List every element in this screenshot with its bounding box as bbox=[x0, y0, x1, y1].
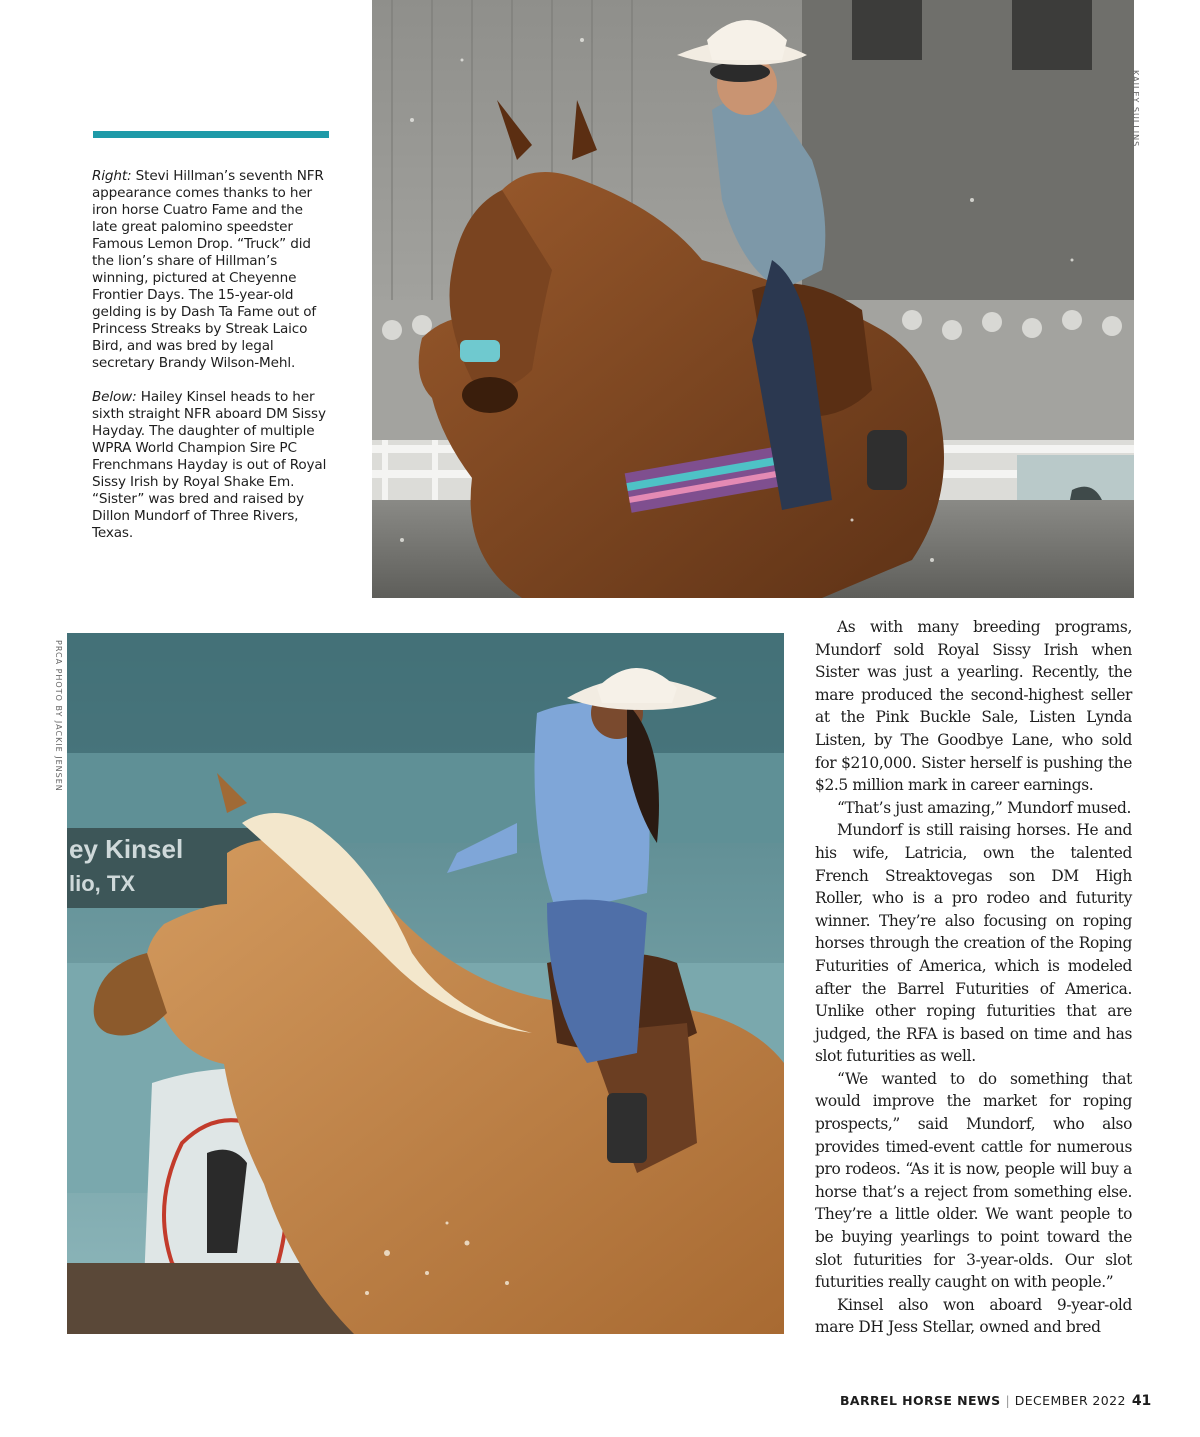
photo-top-illustration bbox=[372, 0, 1134, 598]
caption-below-label: Below: bbox=[92, 389, 137, 405]
caption-right-text: Stevi Hillman’s seventh NFR appearance comes thanks to her iron horse Cuatro Fame and the late great palomino speedster Famous Lemon Drop. “Truck” did the lion’s share of Hillman’s winning, pictured at Cheyenne Frontier Days. The 15-year-old gelding is by Dash Ta Fame out of Princess Streaks by Streak Laico Bird, and was bred by legal secretary Brandy Wilson-Mehl. bbox=[92, 168, 324, 371]
caption-below-text: Hailey Kinsel heads to her sixth straight NFR aboard DM Sissy Hayday. The daughter of multiple WPRA World Champion Sire PC Frenchmans Hayday is out of Royal Sissy Irish by Royal Shake Em. “Sister” was bred and raised by Dillon Mundorf of Three Rivers, Texas. bbox=[92, 389, 327, 541]
photo-credit-bottom: PRCA PHOTO BY JACKIE JENSEN bbox=[54, 640, 63, 792]
photo-hailey-kinsel bbox=[67, 633, 784, 1334]
sign-place-text: lio, TX bbox=[69, 871, 135, 896]
article-paragraph: Kinsel also won aboard 9-year-old mare DH Jess Stellar, owned and bred bbox=[815, 1295, 1132, 1337]
issue-date: DECEMBER 2022 bbox=[1014, 1393, 1126, 1408]
page-footer bbox=[840, 1393, 1152, 1409]
photo-credit-top: KAILEY SULLINS bbox=[1131, 70, 1140, 148]
caption-right bbox=[92, 168, 328, 372]
article-paragraph: Mundorf is still raising horses. He and his wife, Latricia, own the talented French Streaktovegas son DM High Roller, who is a pro rodeo and futurity winner. They’re also focusing on roping horses through the creation of the Roping Futurities of America, which is modeled after the Barrel Futurities of America. Unlike other roping futurities that are judged, the RFA is based on time and has slot futurities as well. bbox=[815, 821, 1132, 1066]
article-column bbox=[815, 616, 1132, 1339]
photo-bottom-illustration bbox=[67, 633, 784, 1334]
magazine-name: BARREL HORSE NEWS bbox=[840, 1393, 1001, 1408]
photo-stevi-hillman bbox=[372, 0, 1134, 598]
article-paragraph: As with many breeding programs, Mundorf sold Royal Sissy Irish when Sister was just a yearling. Recently, the mare produced the second-highest seller at the Pink Buckle Sale, Listen Lynda Listen, by The Goodbye Lane, who sold for $210,000. Sister herself is pushing the $2.5 million mark in career earnings. bbox=[815, 618, 1132, 795]
accent-rule bbox=[93, 131, 329, 138]
photo-captions bbox=[92, 168, 328, 559]
caption-right-label: Right: bbox=[92, 168, 132, 184]
article-paragraph: “We wanted to do something that would improve the market for roping prospects,” said Mundorf, who also provides timed-event cattle for numerous pro rodeos. “As it is now, people will buy a horse that’s a reject from something else. They’re a little older. We want people to be buying yearlings to point toward the slot futurities for 3-year-olds. Our slot futurities really caught on with people.” bbox=[815, 1069, 1132, 1292]
page-number: 41 bbox=[1131, 1393, 1152, 1409]
article-paragraph: “That’s just amazing,” Mundorf mused. bbox=[837, 798, 1132, 817]
footer-separator: | bbox=[1005, 1393, 1010, 1408]
caption-below bbox=[92, 389, 328, 542]
sign-name-text: ey Kinsel bbox=[69, 834, 184, 864]
